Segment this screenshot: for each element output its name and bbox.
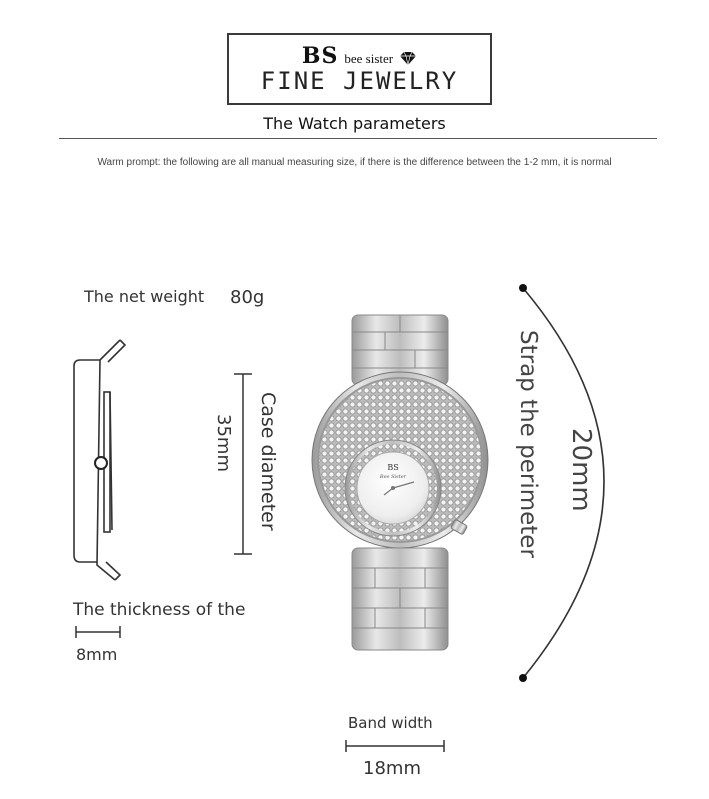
page-title: The Watch parameters xyxy=(263,114,446,133)
band-width-label: Band width xyxy=(348,714,433,732)
diamond-icon xyxy=(399,52,417,65)
thickness-dimension-line xyxy=(72,624,124,640)
dial-initials: BS xyxy=(387,463,399,472)
strap-perimeter-value: 20mm xyxy=(566,428,596,512)
brand-name: bee sister xyxy=(344,51,394,66)
band-width-dimension-line xyxy=(344,738,448,754)
thickness-value: 8mm xyxy=(76,645,118,664)
case-diameter-dimension-line xyxy=(232,372,254,558)
band-width-value: 18mm xyxy=(363,758,421,779)
net-weight-label: The net weight xyxy=(84,287,205,306)
case-diameter-value: 35mm xyxy=(213,414,234,472)
divider xyxy=(59,138,657,139)
net-weight-value: 80g xyxy=(230,287,265,308)
brand-tagline: FINE JEWELRY xyxy=(260,67,459,95)
brand-initials: BS xyxy=(301,43,339,69)
brand-name-line xyxy=(229,43,490,69)
watch-side-profile xyxy=(60,330,140,590)
strap-perimeter-label: Strap the perimeter xyxy=(515,330,541,558)
measurement-note: Warm prompt: the following are all manual measuring size, if there is the difference between the 1-2 mm, it is normal xyxy=(97,157,612,168)
watch-product-image xyxy=(300,310,500,655)
brand-logo xyxy=(227,33,492,105)
dial-name: Bee Sister xyxy=(379,474,407,480)
crown-icon xyxy=(95,457,107,469)
case-diameter-label: Case diameter xyxy=(257,392,279,531)
thickness-label: The thickness of the xyxy=(73,600,246,620)
